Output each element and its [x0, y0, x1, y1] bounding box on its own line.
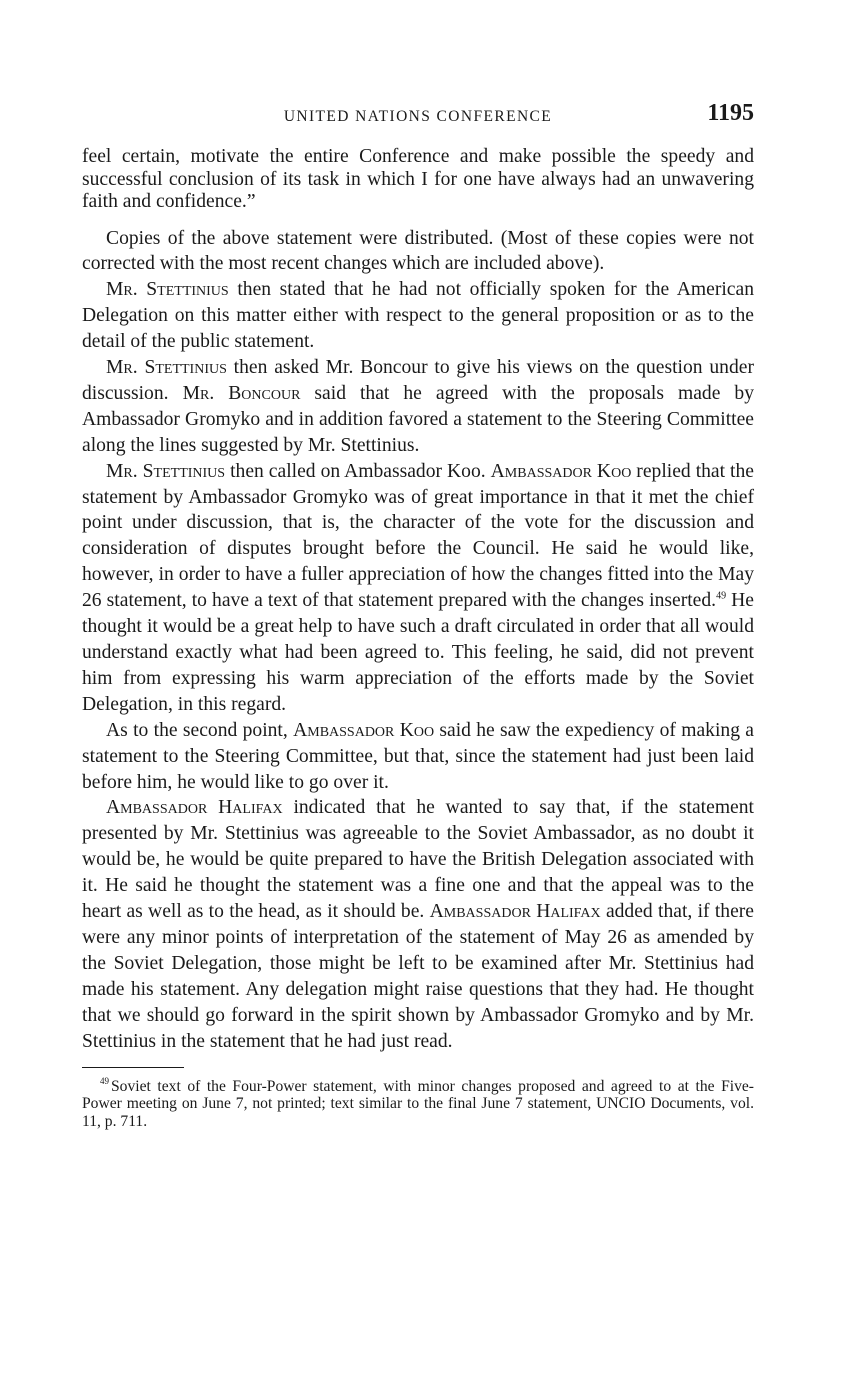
paragraph-text: replied that the statement by Ambassador Gromyko was of great importance in that it met the chief point under discussion, that is, the character of the vote for the discussion and consideration of disputes brought before the Council. He said he would like, however, in order to have a fuller appreciation of how the changes fitted into the May 26 statement, to have a text of that statement prepared with the changes inserted. — [82, 460, 754, 612]
paragraph-text: added that, if there were any minor points of interpretation of the statement of May 26 as amended by the Soviet Delegation, those might be left to be examined after Mr. Stettinius had made his statement. Any delegation might raise questions that they had. He thought that we should go forward in the spirit shown by Ambassador Gromyko and by Mr. Stettinius in the statement that he had just read. — [82, 901, 754, 1052]
speaker-name: Mr. Stettinius — [106, 279, 229, 301]
paragraph-text: He thought it would be a great help to have such a draft circulated in order that all would understand exactly what had been agreed to. This feeling, he said, did not prevent him from expressing his warm appreciation of the efforts made by the Soviet Delegation, in this regard. — [82, 590, 754, 715]
speaker-name: Ambassador Halifax — [106, 797, 283, 819]
paragraph-text: As to the second point, — [106, 719, 294, 741]
footnote — [82, 1078, 754, 1131]
paragraph-text: then called on Ambassador Koo. — [225, 460, 491, 482]
paragraph-text: said that he agreed with the proposals made by Ambassador Gromyko and in addition favored a statement to the Steering Committee along the lines suggested by Mr. Stettinius. — [82, 382, 754, 456]
paragraph-boncour-views — [82, 355, 754, 459]
footnote-number: 49 — [100, 1076, 109, 1087]
paragraph-text: then stated that he had not officially spoken for the American Delegation on this matter either with respect to the general proposition or as to the detail of the public statement. — [82, 279, 754, 353]
paragraph-text: indicated that he wanted to say that, if the statement presented by Mr. Stettinius was agreeable to the Soviet Ambassador, as no doubt it would be, he would be quite prepared to have the British Delegation associated with it. He said he thought the statement was a fine one and that the appeal was to the heart as well as to the head, as it should be. — [82, 797, 754, 923]
footnote-text: Soviet text of the Four-Power statement, with minor changes proposed and agreed to at the Five-Power meeting on June 7, not printed; text similar to the final June 7 statement, UNCIO Documents, vol. 11, p. 711. — [82, 1077, 754, 1130]
running-head: UNITED NATIONS CONFERENCE — [283, 108, 553, 125]
footnote-divider — [82, 1067, 184, 1068]
speaker-name: Mr. Boncour — [182, 382, 301, 404]
speaker-name: Mr. Stettinius — [106, 357, 227, 379]
paragraph-second-point — [82, 718, 754, 796]
paragraph-koo-reply — [82, 459, 754, 718]
page-number: 1195 — [707, 100, 754, 126]
document-page — [82, 100, 754, 1130]
body-text — [82, 146, 754, 1055]
paragraph-text: said he saw the expediency of making a statement to the Steering Committee, but that, since the statement had just been laid before him, he would like to go over it. — [82, 719, 754, 793]
paragraph-continuation: feel certain, motivate the entire Conference and make possible the speedy and successful conclusion of its task in which I for one have always had an unwavering faith and confidence.” — [82, 146, 754, 212]
paragraph-halifax — [82, 795, 754, 1054]
speaker-name: Ambassador Koo — [293, 719, 435, 741]
speaker-name: Ambassador Koo — [490, 460, 632, 482]
speaker-name: Mr. Stettinius — [106, 460, 226, 482]
paragraph-text: then asked Mr. Boncour to give his views on the question under discussion. — [82, 357, 754, 404]
page-header — [82, 100, 754, 134]
paragraph-stettinius-statement — [82, 277, 754, 355]
paragraph-copies-distributed: Copies of the above statement were distributed. (Most of these copies were not corrected with the most recent changes which are included above). — [82, 227, 754, 275]
speaker-name: Ambassador Halifax — [429, 901, 601, 923]
footnote-reference: 49 — [716, 590, 727, 602]
